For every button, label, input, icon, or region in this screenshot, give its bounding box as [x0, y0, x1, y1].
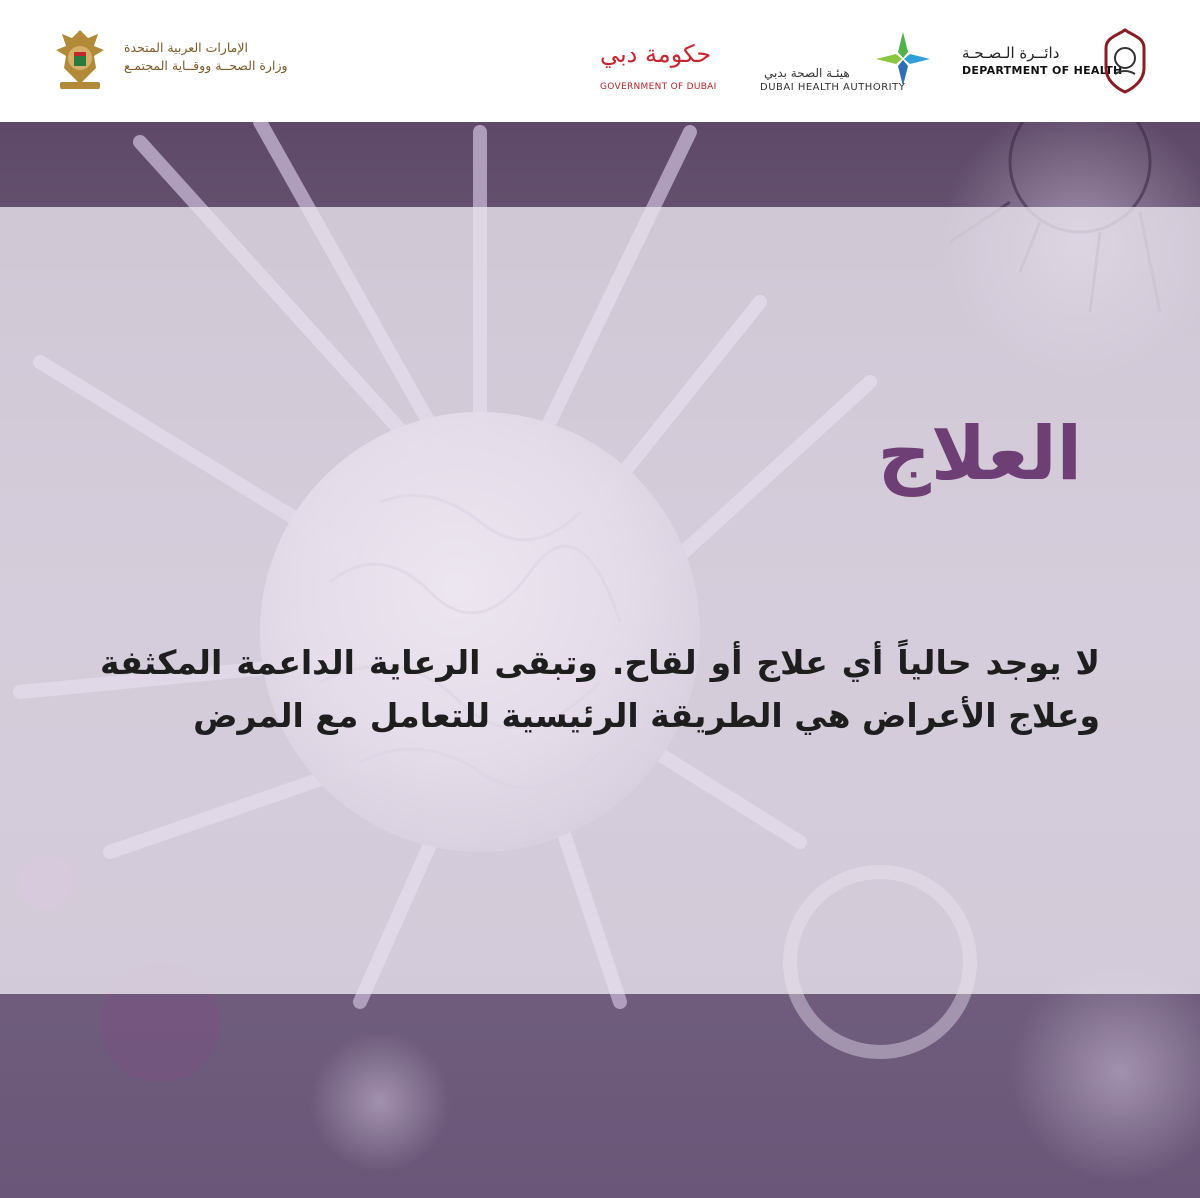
logo-header — [0, 0, 1200, 122]
moh-line1: الإمارات العربية المتحدة — [124, 40, 248, 55]
dha-arabic: هيئـة الصحة بدبي — [764, 66, 850, 80]
moh-line2: وزارة الصحــة ووقــاية المجتمـع — [124, 58, 288, 73]
department-of-health-logo — [960, 24, 1160, 100]
dubai-gov-english: GOVERNMENT OF DUBAI — [600, 82, 717, 92]
doh-arabic: دائــرة الـصـحـة — [962, 44, 1060, 62]
government-of-dubai-logo — [596, 24, 716, 100]
dubai-gov-arabic: حكومة دبي — [600, 40, 712, 68]
dubai-health-authority-logo — [758, 24, 938, 100]
dha-star-icon — [872, 28, 934, 90]
body-paragraph: لا يوجد حالياً أي علاج أو لقاح. وتبقى الرعاية الداعمة المكثفة وعلاج الأعراض هي الطريقة الرئيسية للتعامل مع المرض — [100, 643, 1100, 735]
page-title: العلاج — [877, 411, 1082, 497]
content-panel — [0, 207, 1200, 994]
abu-dhabi-emblem-icon — [1100, 28, 1150, 94]
dha-english: DUBAI HEALTH AUTHORITY — [760, 82, 906, 93]
doh-english: DEPARTMENT OF HEALTH — [962, 64, 1123, 77]
ministry-of-health-logo — [50, 24, 320, 100]
uae-emblem-icon — [50, 24, 110, 96]
